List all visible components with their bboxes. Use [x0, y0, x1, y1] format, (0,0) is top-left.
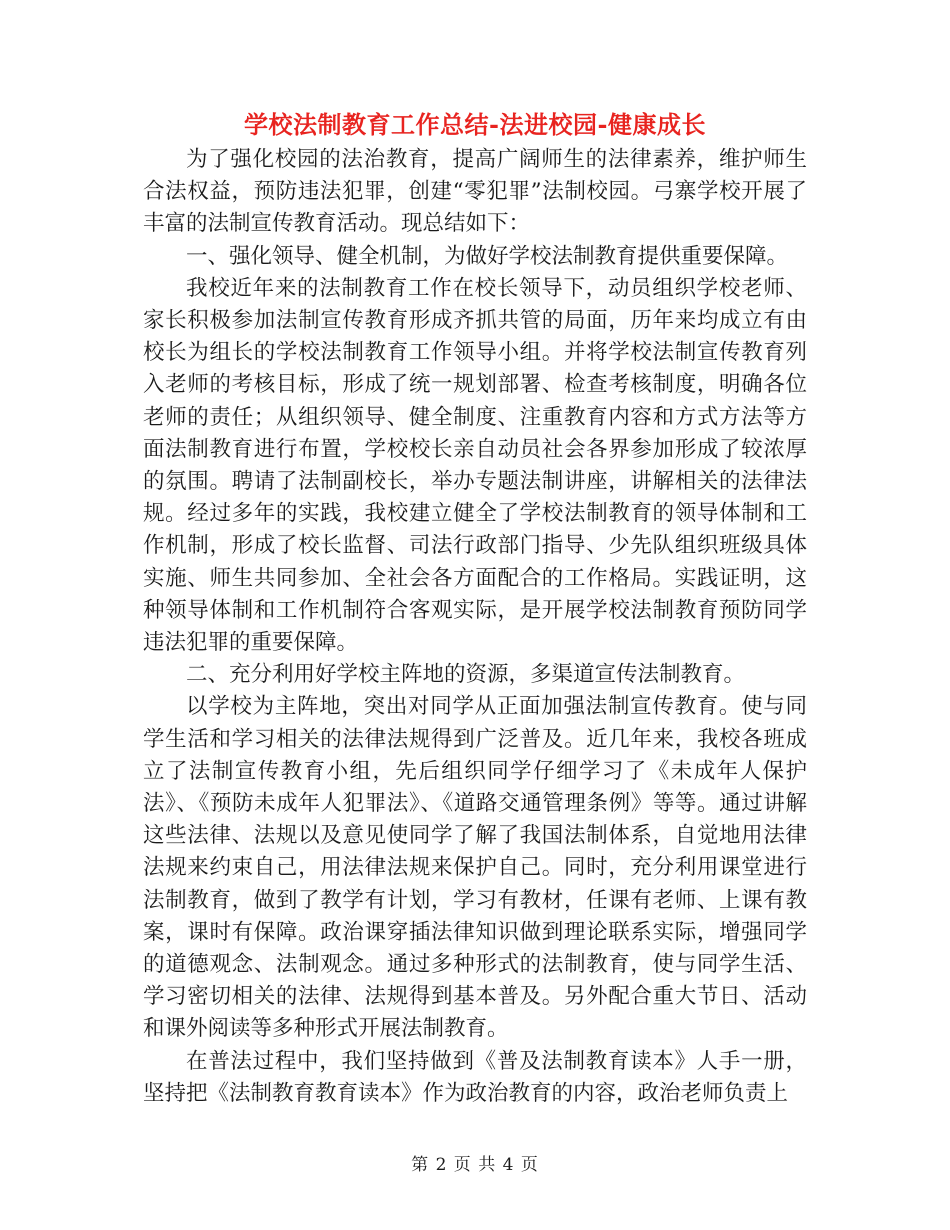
page-number-footer: 第 2 页 共 4 页 [411, 1155, 539, 1175]
document-body [143, 144, 807, 1110]
paragraph-leadership: 我校近年来的法制教育工作在校长领导下，动员组织学校老师、家长积极参加法制宣传教育形成齐抓共管的局面，历年来均成立有由校长为组长的学校法制教育工作领导小组。并将学校法制宣传教育列入老师的考核目标，形成了统一规划部署、检查考核制度，明确各位老师的责任；从组织领导、健全制度、注重教育内容和方式方法等方面法制教育进行布置，学校校长亲自动员社会各界参加形成了较浓厚的氛围。聘请了法制副校长，举办专题法制讲座，讲解相关的法律法规。经过多年的实践，我校建立健全了学校法制教育的领导体制和工作机制，形成了校长监督、司法行政部门指导、少先队组织班级具体实施、师生共同参加、全社会各方面配合的工作格局。实践证明，这种领导体制和工作机制符合客观实际，是开展学校法制教育预防同学违法犯罪的重要保障。 [143, 275, 807, 656]
paragraph-popularization: 在普法过程中，我们坚持做到《普及法制教育读本》人手一册，坚持把《法制教育教育读本》作为政治教育的内容，政治老师负责上 [143, 1048, 807, 1106]
paragraph-heading-1: 一、强化领导、健全机制，为做好学校法制教育提供重要保障。 [186, 243, 789, 269]
paragraph-school-base: 以学校为主阵地，突出对同学从正面加强法制宣传教育。使与同学生活和学习相关的法律法规得到广泛普及。近几年来，我校各班成立了法制宣传教育小组，先后组织同学仔细学习了《未成年人保护法》、《预防未成年人犯罪法》、《道路交通管理条例》等等。通过讲解这些法律、法规以及意见使同学了解了我国法制体系，自觉地用法律法规来约束自己，用法律法规来保护自己。同时，充分利用课堂进行法制教育，做到了教学有计划，学习有教材，任课有老师、上课有教案，课时有保障。政治课穿插法律知识做到理论联系实际，增强同学的道德观念、法制观念。通过多种形式的法制教育，使与同学生活、学习密切相关的法律、法规得到基本普及。另外配合重大节日、活动和课外阅读等多种形式开展法制教育。 [143, 694, 807, 1042]
document-title: 学校法制教育工作总结-法进校园-健康成长 [244, 110, 706, 139]
paragraph-heading-2: 二、充分利用好学校主阵地的资源，多渠道宣传法制教育。 [186, 662, 746, 688]
paragraph-intro: 为了强化校园的法治教育，提高广阔师生的法律素养，维护师生合法权益，预防违法犯罪，创建“零犯罪”法制校园。弓寨学校开展了丰富的法制宣传教育活动。现总结如下： [143, 147, 807, 237]
